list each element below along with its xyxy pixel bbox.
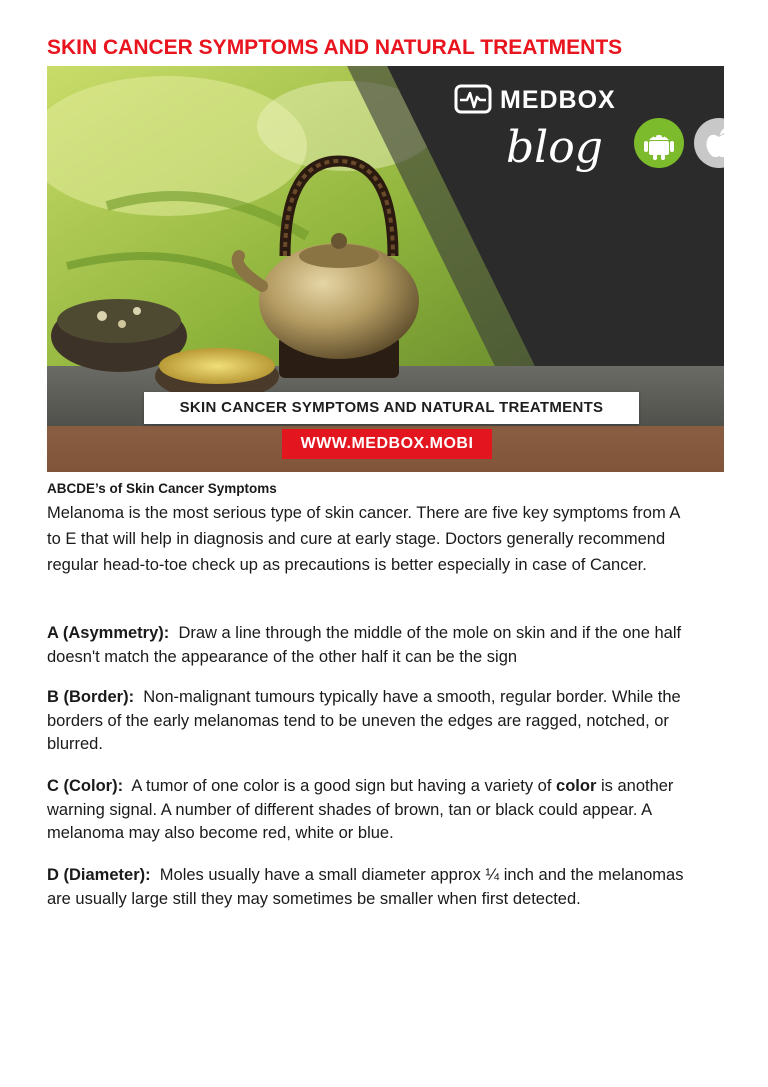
symptom-asymmetry bbox=[47, 622, 707, 669]
medbox-blog-logo bbox=[454, 84, 724, 194]
brand-blog-script: blog bbox=[506, 122, 603, 173]
symptom-label: D (Diameter): bbox=[47, 866, 151, 884]
symptom-label: B (Border): bbox=[47, 688, 135, 706]
symptom-diameter bbox=[47, 864, 707, 911]
emphasized-word: color bbox=[556, 777, 597, 795]
section-heading: ABCDE’s of Skin Cancer Symptoms bbox=[47, 481, 277, 496]
page-title: SKIN CANCER SYMPTOMS AND NATURAL TREATMENTS bbox=[47, 36, 623, 59]
symptom-label: C (Color): bbox=[47, 777, 124, 795]
apple-icon bbox=[694, 118, 724, 168]
pulse-logo-icon bbox=[454, 84, 492, 116]
intro-paragraph: Melanoma is the most serious type of skin cancer. There are five key symptoms from A to E that will help in diagnosis and cure at early stage. Doctors generally recommend regular head-to-toe check up as precautions is better especially in case of Cancer. bbox=[47, 504, 680, 574]
symptom-text-continued: is another warning signal. A number of different shades of brown, tan or black could appear. A melanoma may also become red, white or blue. bbox=[47, 777, 674, 842]
android-icon bbox=[634, 118, 684, 168]
symptom-text: Non-malignant tumours typically have a smooth, regular border. While the borders of the early melanomas tend to be uneven the edges are ragged, notched, or blurred. bbox=[47, 688, 681, 753]
symptom-color bbox=[47, 775, 707, 846]
hero-banner-image bbox=[47, 66, 724, 472]
symptom-text: Moles usually have a small diameter approx ¼ inch and the melanomas are usually large still they may sometimes be smaller when first detected. bbox=[47, 866, 684, 908]
brand-name: MEDBOX bbox=[500, 86, 616, 114]
banner-url: WWW.MEDBOX.MOBI bbox=[282, 429, 492, 459]
symptom-text: A tumor of one color is a good sign but having a variety of bbox=[131, 777, 552, 795]
symptom-border bbox=[47, 686, 707, 757]
banner-caption: SKIN CANCER SYMPTOMS AND NATURAL TREATMENTS bbox=[144, 392, 639, 424]
symptom-text: Draw a line through the middle of the mole on skin and if the one half doesn't match the appearance of the other half it can be the sign bbox=[47, 624, 682, 666]
symptom-label: A (Asymmetry): bbox=[47, 624, 170, 642]
